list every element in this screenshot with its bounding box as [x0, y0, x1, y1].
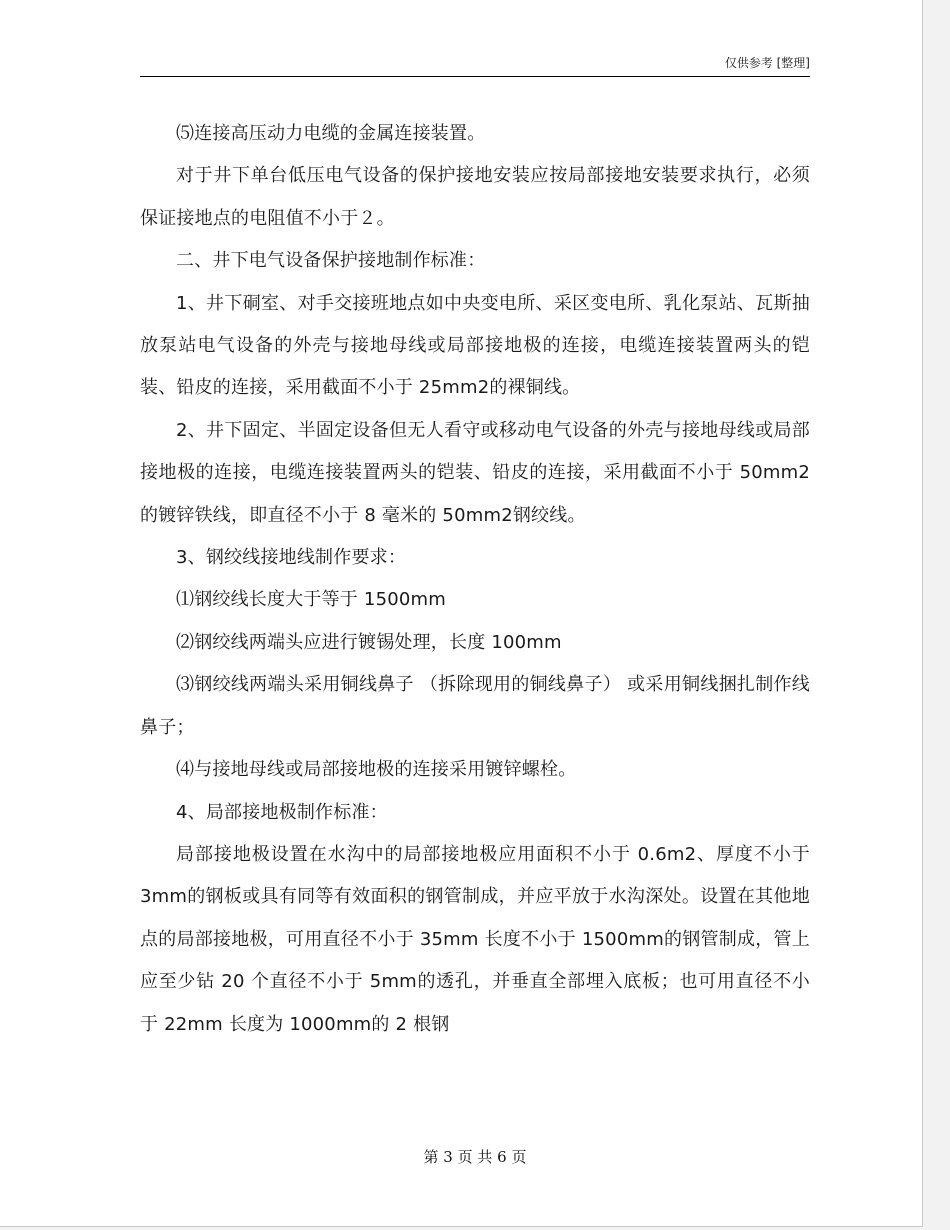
paragraph-item-4-heading: 4、局部接地极制作标准：	[176, 801, 388, 823]
paragraph-sub-4: ⑷与接地母线或局部接地极的连接采用镀锌螺栓。	[176, 759, 577, 781]
document-body	[140, 113, 810, 1046]
paragraph-sub-3: ⑶钢绞线两端头采用铜线鼻子 （拆除现用的铜线鼻子） 或采用铜线捆扎制作线鼻子；	[140, 674, 810, 738]
page-footer: 第 3 页 共 6 页	[423, 1148, 527, 1166]
paragraph-sub-1: ⑴钢绞线长度大于等于 1500mm	[176, 589, 446, 611]
paragraph-item-2: 2、井下固定、半固定设备但无人看守或移动电气设备的外壳与接地母线或局部接地极的连接，电缆连接装置两头的铠装、铅皮的连接，采用截面不小于 50mm2的镀锌铁线，即直径不小于 8 毫米的 50mm2钢绞线。	[140, 419, 810, 526]
paragraph-low-voltage-grounding: 对于井下单台低压电气设备的保护接地安装应按局部接地安装要求执行，必须保证接地点的电阻值不小于２。	[140, 165, 810, 229]
header-divider	[140, 76, 810, 77]
paragraph-sub-2: ⑵钢绞线两端头应进行镀锡处理，长度 100mm	[176, 631, 562, 653]
paragraph-cable-connector: ⑸连接高压动力电缆的金属连接装置。	[176, 123, 486, 144]
section-heading-standard: 二、井下电气设备保护接地制作标准：	[176, 250, 486, 272]
paragraph-item-3-heading: 3、钢绞线接地线制作要求：	[176, 547, 407, 569]
page-header: 仅供参考 [整理]	[724, 56, 810, 70]
paragraph-local-electrode: 局部接地极设置在水沟中的局部接地极应用面积不小于 0.6m2、厚度不小于 3mm的钢板或具有同等有效面积的钢管制成，并应平放于水沟深处。设置在其他地点的局部接地极，可用直径不小于 35mm 长度不小于 1500mm的钢管制成，管上应至少钻 20 个直径不小于 5mm的透孔，并垂直全部埋入底板；也可用直径不小于 22mm 长度为 1000mm的 2 根钢	[140, 843, 810, 1035]
paragraph-item-1: 1、井下硐室、对手交接班地点如中央变电所、采区变电所、乳化泵站、瓦斯抽放泵站电气设备的外壳与接地母线或局部接地极的连接，电缆连接装置两头的铠装、铅皮的连接，采用截面不小于 25mm2的裸铜线。	[140, 292, 810, 399]
